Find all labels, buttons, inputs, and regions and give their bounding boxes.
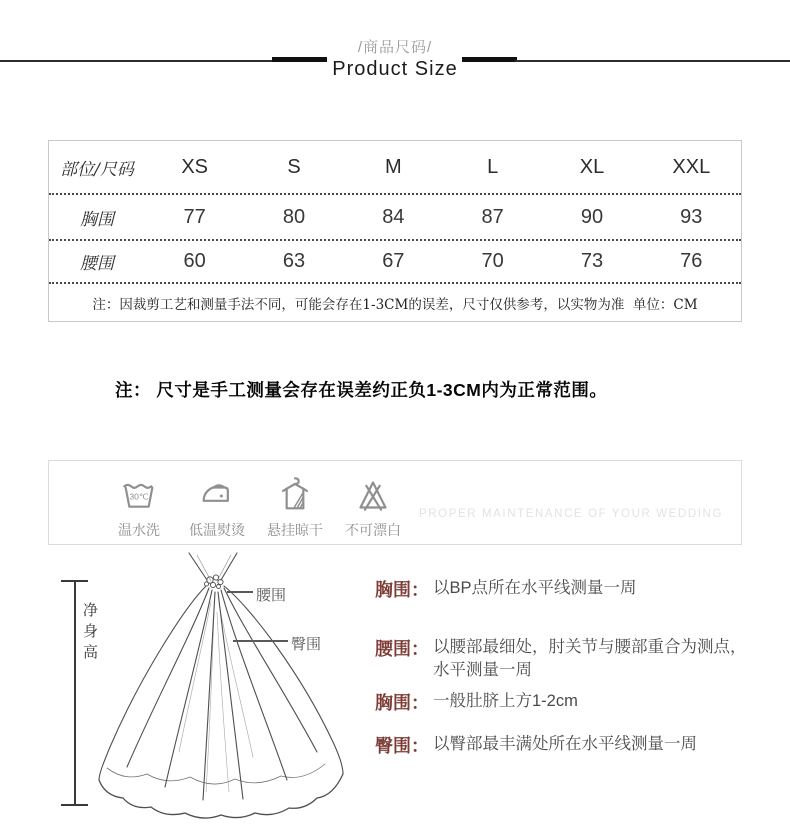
cell-value: 67 xyxy=(382,250,405,272)
wash-tub-30c-icon xyxy=(119,475,159,515)
instruction-desc: 一般肚脐上方1-2cm xyxy=(433,692,578,710)
column-header: XS xyxy=(181,155,208,178)
instruction-belly xyxy=(375,689,747,715)
instruction-term: 胸围： xyxy=(375,580,429,600)
cell-value: 90 xyxy=(580,205,604,228)
instruction-waist xyxy=(375,635,747,682)
table-note: 注：因裁剪工艺和测量手法不同，可能会存在1-3CM的误差，尺寸仅供参考，以实物为准 单位：CM xyxy=(92,296,698,313)
row-label: 腰围 xyxy=(80,254,114,274)
cell-value: 93 xyxy=(680,205,703,228)
height-measure-cap-top xyxy=(61,580,88,582)
care-items xyxy=(106,475,406,540)
care-watermark: PROPER MAINTENANCE OF YOUR WEDDING xyxy=(418,508,723,520)
instruction-desc: 以腰部最细处，肘关节与腰部重合为测点，水平测量一周 xyxy=(433,638,747,679)
instruction-term: 胸围： xyxy=(375,693,429,713)
care-label: 低温熨烫 xyxy=(189,522,245,538)
cell-value: 73 xyxy=(580,250,604,272)
instruction-desc: 以臀部最丰满处所在水平线测量一周 xyxy=(433,735,697,753)
care-label: 不可漂白 xyxy=(345,522,401,538)
cell-value: 87 xyxy=(481,205,504,228)
column-header: XL xyxy=(579,155,605,178)
page-title-cn: /商品尺码/ xyxy=(357,39,433,56)
care-item-low-iron xyxy=(184,475,250,540)
instruction-desc: 以BP点所在水平线测量一周 xyxy=(433,579,637,597)
cell-value: 77 xyxy=(183,205,206,228)
hang-dry-icon xyxy=(275,475,315,515)
care-item-no-bleach xyxy=(340,475,406,540)
height-measure-line xyxy=(74,581,76,806)
row-label: 胸围 xyxy=(80,209,114,230)
cell-value: 84 xyxy=(382,205,405,228)
care-label: 悬挂晾干 xyxy=(267,522,323,538)
care-item-hang-dry xyxy=(262,475,328,540)
waist-tag: 腰围 xyxy=(256,587,287,604)
instruction-chest xyxy=(375,576,747,602)
instruction-term: 腰围： xyxy=(375,639,429,659)
wedding-dress-illustration xyxy=(85,552,355,824)
hip-pointer-line xyxy=(233,640,288,642)
column-header: M xyxy=(384,155,402,178)
page-title-en: Product Size xyxy=(332,58,458,80)
instruction-term: 臀围： xyxy=(375,736,429,756)
measuring-instructions xyxy=(375,576,747,758)
column-header: L xyxy=(487,155,499,178)
iron-low-temp-icon xyxy=(197,475,237,515)
column-header: S xyxy=(287,155,301,178)
svg-text:30℃: 30℃ xyxy=(129,491,149,502)
height-label: 净身高 xyxy=(81,602,98,665)
cell-value: 76 xyxy=(680,250,703,272)
care-label: 温水洗 xyxy=(118,522,160,538)
cell-value: 80 xyxy=(282,205,306,228)
cell-value: 63 xyxy=(282,250,306,272)
table-note-row xyxy=(49,284,741,321)
tolerance-note: 注： 尺寸是手工测量会存在误差约正负1-3CM内为正常范围。 xyxy=(115,380,608,400)
size-table xyxy=(48,140,742,322)
column-header: 部位/尺码 xyxy=(60,159,134,180)
height-measure-cap-bottom xyxy=(61,804,88,806)
care-item-warm-wash xyxy=(106,475,172,540)
hip-tag: 臀围 xyxy=(291,636,322,653)
no-bleach-icon xyxy=(353,475,393,515)
instruction-hip xyxy=(375,732,747,758)
care-instructions-box xyxy=(48,460,742,545)
table-row-waist xyxy=(49,241,741,284)
cell-value: 70 xyxy=(481,250,504,272)
dress-sketch xyxy=(85,552,355,824)
size-table-header-row xyxy=(49,141,741,195)
waist-pointer-line xyxy=(227,591,253,593)
column-header: XXL xyxy=(672,155,711,178)
table-row-chest xyxy=(49,195,741,241)
cell-value: 60 xyxy=(183,250,206,272)
